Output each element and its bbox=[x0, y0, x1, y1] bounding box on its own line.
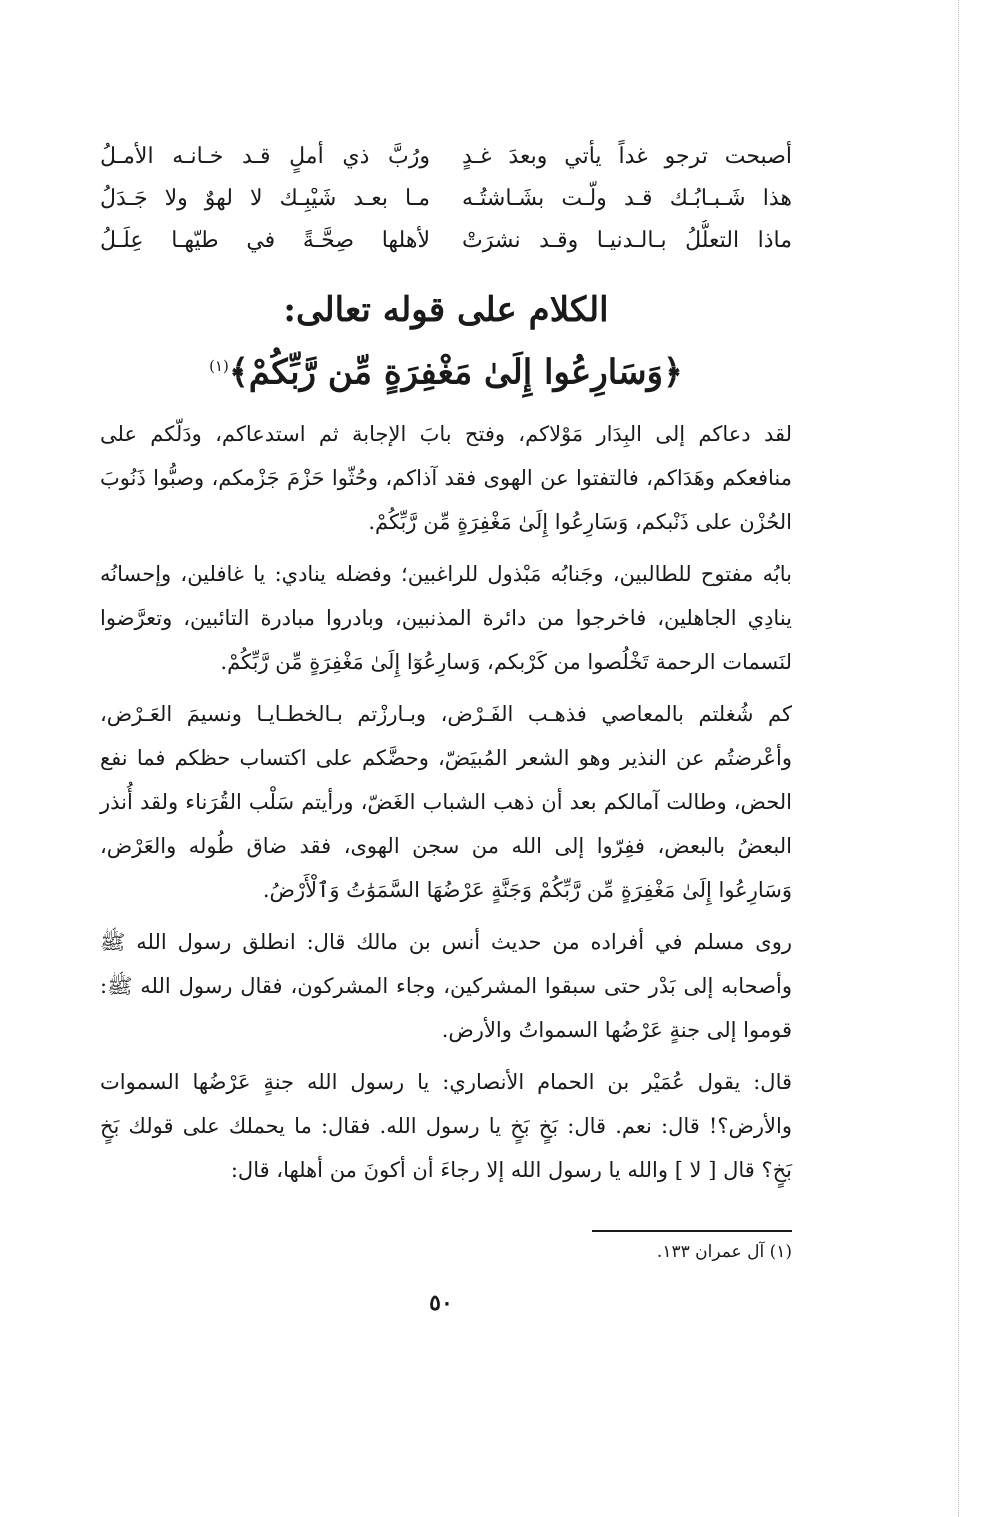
footnote-marker: (١) bbox=[209, 357, 229, 375]
verse-line bbox=[100, 178, 792, 220]
body-text bbox=[100, 412, 792, 1200]
footnote-divider bbox=[592, 1230, 792, 1232]
verse-second-hemistich: لأهلها صِحَّـةً في طيّهـا عِلَـلُ bbox=[100, 228, 430, 253]
paragraph: روى مسلم في أفراده من حديث أنس بن مالك قال: انطلق رسول الله ﷺ وأصحابه إلى بَدْر حتى سبقوا المشركين، وجاء المشركون، فقال رسول الله ﷺ: قوموا إلى جنةٍ عَرْضُها السمواتُ والأرض. bbox=[100, 930, 792, 1042]
verse-first-hemistich: ماذا التعلُّلُ بـالـدنيـا وقـد نشرَتْ bbox=[462, 228, 792, 253]
heading-verse-text: ﴿وَسَارِعُوا إِلَىٰ مَغْفِرَةٍ مِّن رَّبِّكُمْ﴾ bbox=[228, 352, 683, 393]
verse-line bbox=[100, 220, 792, 262]
heading-verse bbox=[100, 338, 792, 400]
page-edge-line bbox=[958, 0, 959, 1517]
paragraph: كم شُغلتم بالمعاصي فذهـب الفَـرْض، وبـارزْتم بـالخطـايـا ونسيمَ العَـرْض، وأعْرضتُم عن النذير وهو الشعر المُبيَضّ، وحضَّكم على اكتساب حظكم فما نفع الحض، وطالت آمالكم بعد أن ذهب الشباب الغَضّ، ورأيتم سَلْب القُرَناء ولقد أُنذر البعضُ بالبعض، ففِرّوا إلى الله من سجن الهوى، فقد ضاق طُوله والعَرْض، وَسَارِعُوا إِلَىٰ مَغْفِرَةٍ مِّن رَّبِّكُمْ وَجَنَّةٍ عَرْضُهَا السَّمَوَٰتُ وَٱلْأَرْضُ. bbox=[100, 702, 792, 902]
heading-title: الكلام على قوله تعالى: bbox=[283, 290, 609, 330]
paragraph: بابُه مفتوح للطالبين، وجَنابُه مَبْذول للراغبين؛ وفضله ينادي: يا غافلين، وإحسانُه ينادِي الجاهلين، فاخرجوا من دائرة المذنبين، وبادروا مبادرة التائبين، وتعرَّضوا لنَسمات الرحمة تَخْلُصوا من كَرْبكم، وَسارِعُوٓا إِلَىٰ مَغْفِرَةٍ مِّن رَّبِّكُمْ. bbox=[100, 562, 792, 674]
footnote: (١) آل عمران ١٣٣. bbox=[656, 1242, 792, 1262]
verse-first-hemistich: هذا شَـبـابُـك قـد ولّـت بشَـاشتُـه bbox=[462, 186, 792, 211]
verse-second-hemistich: مـا بعـد شَيْبِـك لا لهوٌ ولا جَـدَلُ bbox=[100, 186, 430, 211]
paragraph: لقد دعاكم إلى البِدَار مَوْلاكم، وفتح بابَ الإجابة ثم استدعاكم، ودَلّكم على منافعكم وهَدَاكم، فالتفتوا عن الهوى فقد آذاكم، وحُثّوا حَزْمَ جَزْمكم، وصبُّوا ذَنُوبَ الحُزْن على ذَنْبكم، وَسَارِعُوا إِلَىٰ مَغْفِرَةٍ مِّن رَّبِّكُمْ. bbox=[100, 422, 792, 534]
page-number: ٥٠ bbox=[429, 1290, 453, 1316]
section-heading bbox=[100, 282, 792, 400]
poetry-verses bbox=[100, 136, 792, 262]
verse-line bbox=[100, 136, 792, 178]
verse-second-hemistich: ورُبَّ ذي أملٍ قـد خـانـه الأمـلُ bbox=[100, 144, 430, 169]
verse-first-hemistich: أصبحت ترجو غداً يأتي وبعدَ غـدٍ bbox=[462, 144, 792, 169]
paragraph: قال: يقول عُمَيْر بن الحمام الأنصاري: يا رسول الله جنةٍ عَرْضُها السموات والأرض؟! قال: نعم. قال: بَخٍ بَخٍ يا رسول الله. فقال: ما يحملك على قولك بَخٍ بَخٍ؟ قال [ لا ] والله يا رسول الله إلا رجاءَ أن أكونَ من أهلها، قال: bbox=[100, 1070, 792, 1182]
